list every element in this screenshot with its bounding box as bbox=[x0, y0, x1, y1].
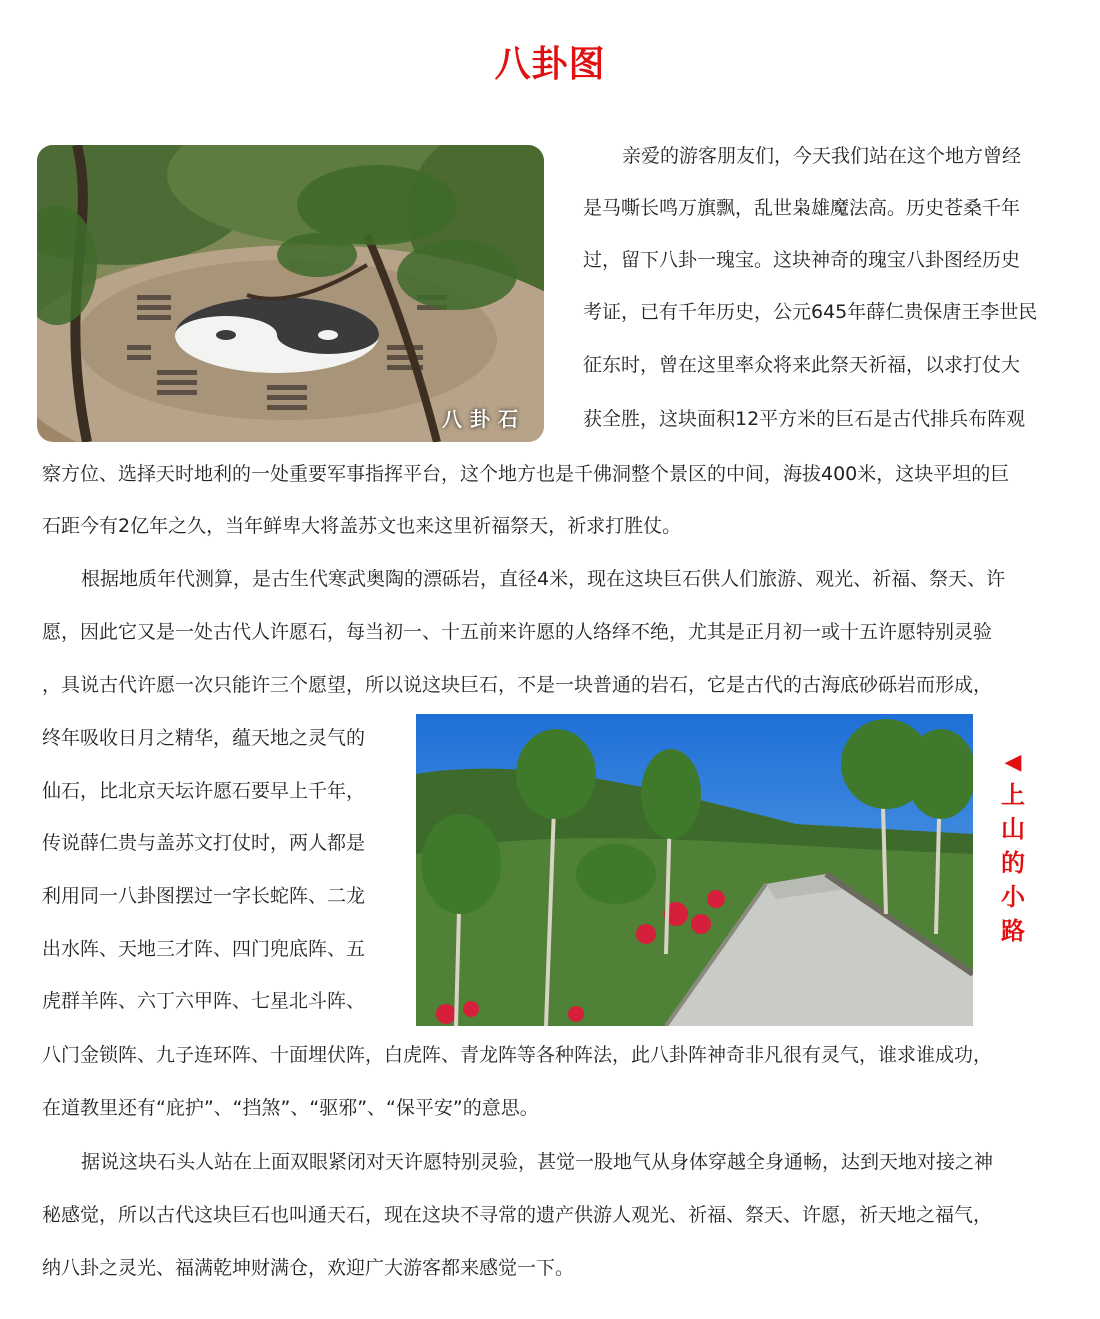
paragraph-2-line: 利用同一八卦图摆过一字长蛇阵、二龙 bbox=[42, 885, 366, 907]
bagua-stone-photo bbox=[37, 145, 544, 442]
mountain-road-illustration bbox=[416, 714, 973, 1026]
paragraph-1-line: 征东时，曾在这里率众将来此祭天祈福，以求打仗大 bbox=[583, 354, 1021, 376]
road-label-char: 山 bbox=[1001, 815, 1025, 843]
paragraph-2-line: 在道教里还有“庇护”、“挡煞”、“驱邪”、“保平安”的意思。 bbox=[42, 1097, 539, 1119]
paragraph-2-line: 根据地质年代测算，是古生代寒武奥陶的漂砾岩，直径4米，现在这块巨石供人们旅游、观光、祈福、祭天、许 bbox=[81, 568, 1006, 590]
bagua-stone-illustration bbox=[37, 145, 544, 442]
paragraph-1-line: 亲爱的游客朋友们，今天我们站在这个地方曾经 bbox=[622, 145, 1022, 167]
paragraph-2-line: 仙石，比北京天坛许愿石要早上千年， bbox=[42, 780, 366, 802]
left-triangle-icon: ◀ bbox=[1004, 750, 1022, 775]
paragraph-1-line: 察方位、选择天时地利的一处重要军事指挥平台，这个地方也是千佛洞整个景区的中间，海拔400米，这块平坦的巨 bbox=[42, 463, 1010, 485]
paragraph-2-line: 终年吸收日月之精华，蕴天地之灵气的 bbox=[42, 727, 366, 749]
paragraph-2-line: 虎群羊阵、六丁六甲阵、七星北斗阵、 bbox=[42, 990, 366, 1012]
paragraph-3-line: 纳八卦之灵光、福满乾坤财满仓，欢迎广大游客都来感觉一下。 bbox=[42, 1257, 575, 1279]
photo-caption: 八卦石 bbox=[442, 407, 526, 431]
paragraph-3-line: 秘感觉，所以古代这块巨石也叫通天石，现在这块不寻常的遗产供游人观光、祈福、祭天、许愿，祈天地之福气， bbox=[42, 1204, 993, 1226]
paragraph-2-line: 八门金锁阵、九子连环阵、十面埋伏阵，白虎阵、青龙阵等各种阵法，此八卦阵神奇非凡很有灵气，谁求谁成功， bbox=[42, 1044, 993, 1066]
road-label bbox=[998, 748, 1028, 948]
paragraph-1-line: 考证，已有千年历史，公元645年薛仁贵保唐王李世民 bbox=[583, 301, 1038, 323]
paragraph-2-line: 出水阵、天地三才阵、四门兜底阵、五 bbox=[42, 938, 366, 960]
road-label-char: 小 bbox=[1001, 883, 1025, 911]
mountain-road-photo bbox=[416, 714, 973, 1026]
road-label-char: 路 bbox=[1001, 917, 1025, 945]
road-label-char: 上 bbox=[1001, 781, 1025, 809]
paragraph-2-line: 传说薛仁贵与盖苏文打仗时，两人都是 bbox=[42, 832, 366, 854]
page-title: 八卦图 bbox=[494, 44, 606, 85]
paragraph-2-line: ，具说古代许愿一次只能许三个愿望，所以说这块巨石，不是一块普通的岩石，它是古代的古海底砂砾岩而形成， bbox=[42, 674, 993, 696]
paragraph-1-line: 获全胜，这块面积12平方米的巨石是古代排兵布阵观 bbox=[583, 408, 1026, 430]
road-label-char: 的 bbox=[1001, 849, 1025, 877]
paragraph-1-line: 过，留下八卦一瑰宝。这块神奇的瑰宝八卦图经历史 bbox=[583, 249, 1021, 271]
paragraph-1-line: 石距今有2亿年之久，当年鲜卑大将盖苏文也来这里祈福祭天，祈求打胜仗。 bbox=[42, 515, 682, 537]
paragraph-3-line: 据说这块石头人站在上面双眼紧闭对天许愿特别灵验，甚觉一股地气从身体穿越全身通畅，达到天地对接之神 bbox=[81, 1151, 994, 1173]
paragraph-1-line: 是马嘶长鸣万旗飘，乱世枭雄魔法高。历史苍桑千年 bbox=[583, 197, 1021, 219]
paragraph-2-line: 愿，因此它又是一处古代人许愿石，每当初一、十五前来许愿的人络绎不绝，尤其是正月初一或十五许愿特别灵验 bbox=[42, 621, 993, 643]
